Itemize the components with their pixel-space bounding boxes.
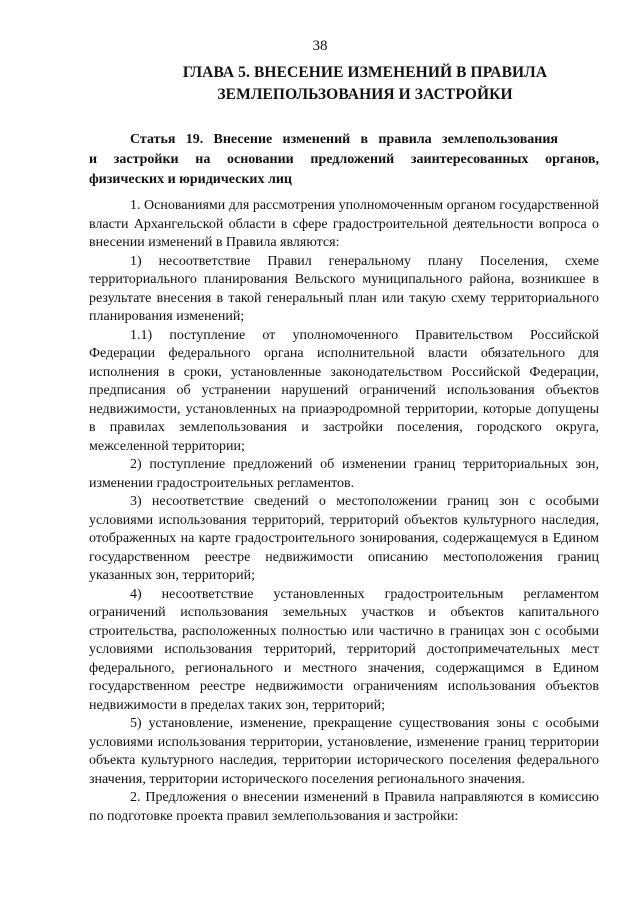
chapter-title-line-1: ГЛАВА 5. ВНЕСЕНИЕ ИЗМЕНЕНИЙ В ПРАВИЛА — [182, 64, 548, 81]
paragraph-2: 2. Предложения о внесении изменений в Правила направляются в комиссию по подготовке проекта правил землепользования и застройки: — [89, 790, 599, 824]
document-body — [89, 197, 599, 826]
article-heading-line-1: Статья 19. Внесение изменений в правила землепользования — [130, 132, 558, 147]
article-heading-line-3: физических и юридических лиц — [89, 172, 292, 187]
paragraph-item-5: 5) установление, изменение, прекращение существования зоны с особыми условиями использования территории, установление, изменение границ территории объекта культурного наследия, территории исторического поселения федерального значения, территории исторического поселения регионального значения. — [89, 716, 599, 787]
page-number: 38 — [312, 38, 328, 54]
paragraph-item-4: 4) несоответствие установленных градостроительным регламентом ограничений использования земельных участков и объектов капитального строительства, расположенных полностью или частично в границах зон с особыми условиями использования территорий, территорий достопримечательных мест федерального, регионального и местного значения, содержащимся в Едином государственном реестре недвижимости ограничениям использования объектов недвижимости в пределах таких зон, территорий; — [89, 586, 599, 713]
article-heading — [89, 130, 599, 190]
paragraph-item-1: 1) несоответствие Правил генеральному плану Поселения, схеме территориального планирования Вельского муниципального района, возникшее в результате внесения в такой генеральный план или такую схему территориального планирования изменений; — [89, 253, 599, 324]
paragraph-item-2: 2) поступление предложений об изменении границ территориальных зон, изменении градостроительных регламентов. — [89, 457, 599, 491]
chapter-title-line-2: ЗЕМЛЕПОЛЬЗОВАНИЯ И ЗАСТРОЙКИ — [217, 86, 513, 103]
article-heading-line-2: и застройки на основании предложений заинтересованных органов, — [89, 152, 599, 167]
paragraph-1: 1. Основаниями для рассмотрения уполномоченным органом государственной власти Архангельской области в сфере градостроительной деятельности вопроса о внесении изменений в Правила являются: — [89, 198, 599, 250]
paragraph-item-3: 3) несоответствие сведений о местоположении границ зон с особыми условиями использования территорий, территорий объектов культурного наследия, отображенных на карте градостроительного зонирования, содержащемуся в Едином государственном реестре недвижимости описанию местоположения границ указанных зон, территорий; — [89, 494, 599, 583]
paragraph-item-1-1: 1.1) поступление от уполномоченного Правительством Российской Федерации федерального органа исполнительной власти обязательного для исполнения в сроки, установленные законодательством Российской Федерации, предписания об устранении нарушений ограничений использования объектов недвижимости, установленных на приаэродромной территории, которые допущены в правилах землепользования и застройки поселения, городского округа, межселенной территории; — [89, 327, 599, 454]
